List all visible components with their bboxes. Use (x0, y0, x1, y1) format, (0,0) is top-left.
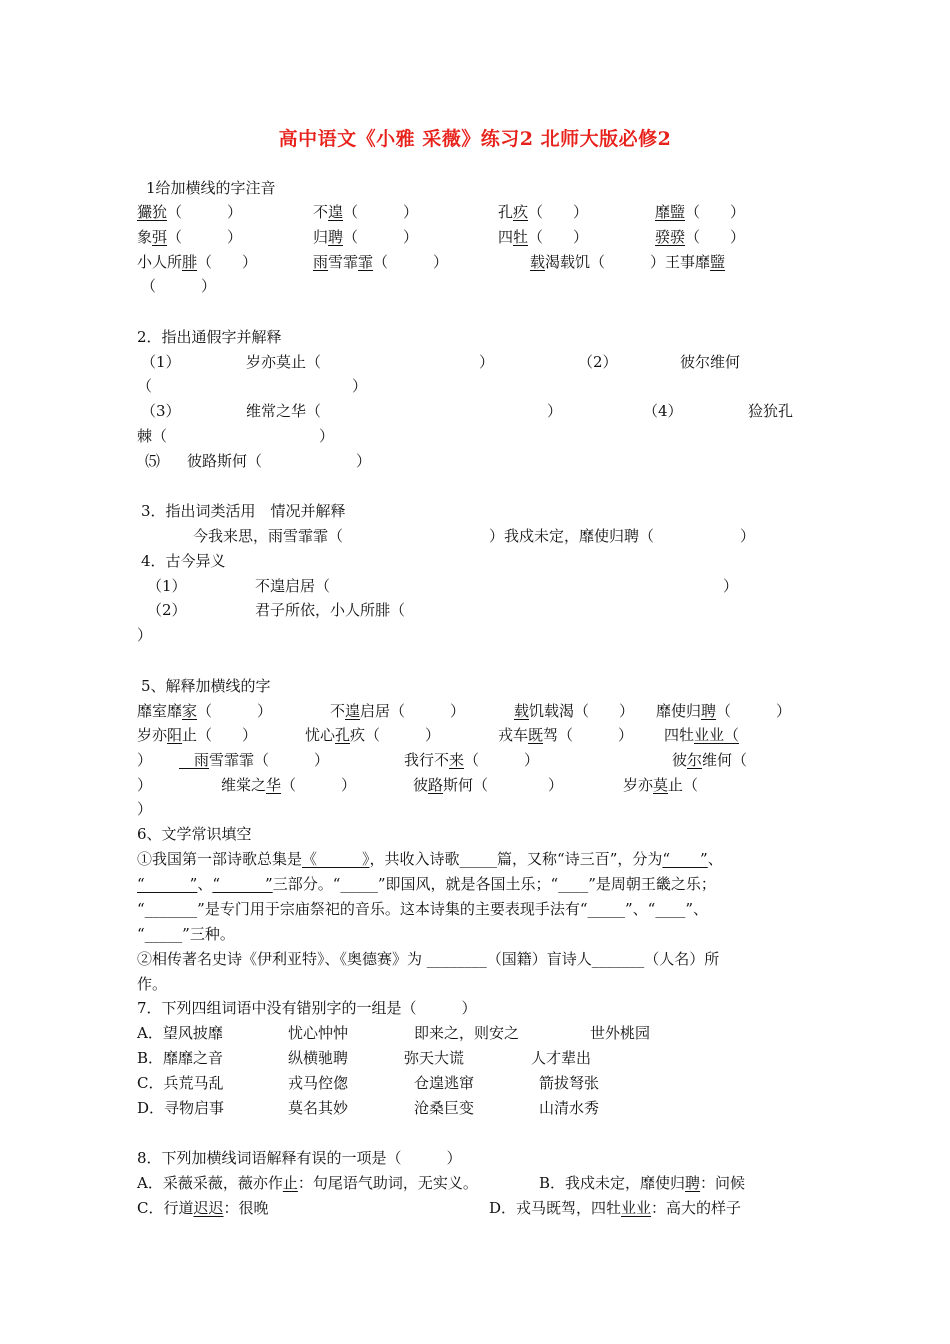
q7-option: 忧心忡忡 (288, 1024, 349, 1042)
q2-text: ） (356, 452, 372, 470)
q5-item: 维棠之华（ ） (221, 776, 357, 794)
q6-heading: 6、文学常识填空 (137, 825, 252, 843)
q5-item: 岁亦阳止（ ） (137, 726, 258, 744)
q6-line: “_______”是专门用于宗庙祭祀的音乐。这本诗集的主要表现手法有“_____”、“____”、 (137, 900, 709, 918)
q6-line: “_____”三种。 (137, 925, 235, 943)
q2-text: 岁亦莫止（ (246, 353, 322, 371)
q1-item: 靡盬（ ） (655, 203, 746, 221)
q2-label: （4） (643, 402, 683, 420)
q2-text: （ (137, 377, 153, 395)
q2-text: 彼路斯何（ (187, 452, 263, 470)
q4-heading: 4．古今异义 (141, 552, 226, 570)
q5-item: 靡使归聘（ ） (656, 702, 792, 720)
q5-text: ） (137, 751, 153, 769)
q3-text: 今我来思，雨雪霏霏（ (193, 527, 344, 545)
q7-option: A．望风披靡 (137, 1024, 223, 1042)
q6-line: 作。 (137, 975, 168, 993)
q1-item: 四牡（ ） (498, 228, 589, 246)
q7-option: D．寻物启事 (137, 1099, 225, 1117)
q1-item: 骙骙（ ） (655, 228, 746, 246)
q1-item: 孔疚（ ） (498, 203, 589, 221)
q2-text: ） (479, 353, 495, 371)
q8-option: C．行道迟迟：很晚 (137, 1199, 269, 1217)
q7-option: 世外桃园 (590, 1024, 651, 1042)
q4-text: 不遑启居（ (255, 577, 331, 595)
q7-option: 即来之，则安之 (414, 1024, 520, 1042)
q8-option: A．采薇采薇，薇亦作止：句尾语气助词，无实义。 (137, 1174, 478, 1192)
q7-option: 山清水秀 (539, 1099, 600, 1117)
q5-item: 雨雪霏霏（ ） (194, 751, 330, 769)
q5-text: ） (137, 776, 153, 794)
q2-heading: 2．指出通假字并解释 (137, 328, 282, 346)
q1-item: 不遑（ ） (313, 203, 419, 221)
q2-label: （1） (141, 353, 181, 371)
q7-option: 箭拔弩张 (539, 1074, 600, 1092)
q7-option: C．兵荒马乱 (137, 1074, 224, 1092)
q5-item: 载饥载渴（ ） (514, 702, 635, 720)
q2-label: （2） (578, 353, 618, 371)
q4-text: ） (723, 577, 739, 595)
q1-item: 象弭（ ） (137, 228, 243, 246)
q7-heading: 7．下列四组词语中没有错别字的一组是（ ） (137, 999, 477, 1017)
q3-text: ） (740, 527, 756, 545)
q7-option: B．靡靡之音 (137, 1049, 224, 1067)
q5-heading: 5、解释加横线的字 (141, 677, 271, 695)
q5-item: 彼路斯何（ ） (413, 776, 564, 794)
q2-label: （3） (141, 402, 181, 420)
q5-item: 彼尔维何（ (672, 751, 748, 769)
q5-item: 岁亦莫止（ (623, 776, 699, 794)
q2-text: ） (319, 427, 335, 445)
q6-line: ②相传著名史诗《伊利亚特》、《奥德赛》为 ________（国籍）盲诗人_______（人名）所 (137, 950, 720, 968)
q5-text: ） (137, 800, 153, 818)
page-title: 高中语文《小雅 采薇》练习2 北师大版必修2 (278, 128, 672, 150)
q3-heading: 3．指出词类活用 情况并解释 (141, 502, 346, 520)
q1-item: 雨雪霏霏（ ） (313, 253, 449, 271)
q2-label: ⑸ (145, 452, 161, 470)
q1-item: 小人所腓（ ） (137, 253, 258, 271)
q8-heading: 8．下列加横线词语解释有误的一项是（ ） (137, 1149, 462, 1167)
q7-option: 纵横驰聘 (288, 1049, 349, 1067)
q2-text: 棘（ (137, 427, 168, 445)
q5-item: 忧心孔疚（ ） (305, 726, 441, 744)
q1-item: 归聘（ ） (313, 228, 419, 246)
q3-text: ）我戍未定，靡使归聘（ (489, 527, 655, 545)
q2-text: 猃狁孔 (748, 402, 794, 420)
q2-text: 维常之华（ (246, 402, 322, 420)
q7-option: 人才辈出 (531, 1049, 592, 1067)
q4-text: ） (137, 626, 153, 644)
q7-option: 弥天大谎 (404, 1049, 465, 1067)
q1-item: 玁狁（ ） (137, 203, 243, 221)
q8-option: B．我戍未定，靡使归聘：问候 (539, 1174, 746, 1192)
q5-item: 不遑启居（ ） (330, 702, 466, 720)
q1-item: 载渴载饥（ ）王事靡盬 (530, 253, 726, 271)
q7-option: 戎马倥偬 (288, 1074, 349, 1092)
q6-line: “ ”、“ ”三部分。“_____”即国风，就是各国土乐；“____”是周朝王畿之乐； (137, 875, 716, 893)
q7-option: 沧桑巨变 (414, 1099, 475, 1117)
q7-option: 仓遑逃窜 (414, 1074, 475, 1092)
q1-heading: 1给加横线的字注音 (146, 179, 276, 197)
q2-text: 彼尔维何 (680, 353, 741, 371)
q6-line: ①我国第一部诗歌总集是《 》，共收入诗歌_____篇，又称“诗三百”，分为“ ”、 (137, 850, 723, 868)
q5-item: 四牡业业（ (664, 726, 740, 744)
q2-text: ） (352, 377, 368, 395)
q1-blank: （ ） (141, 277, 217, 295)
q4-label: （1） (147, 577, 187, 595)
q5-item: 靡室靡家（ ） (137, 702, 273, 720)
q5-item: 我行不来（ ） (404, 751, 540, 769)
q8-option: D．戎马既驾，四牡业业：高大的样子 (489, 1199, 742, 1217)
q2-text: ） (547, 402, 563, 420)
q7-option: 莫名其妙 (288, 1099, 349, 1117)
q4-label: （2） (147, 601, 187, 619)
q5-item: 戎车既驾（ ） (498, 726, 634, 744)
q4-text: 君子所依，小人所腓（ (255, 601, 406, 619)
